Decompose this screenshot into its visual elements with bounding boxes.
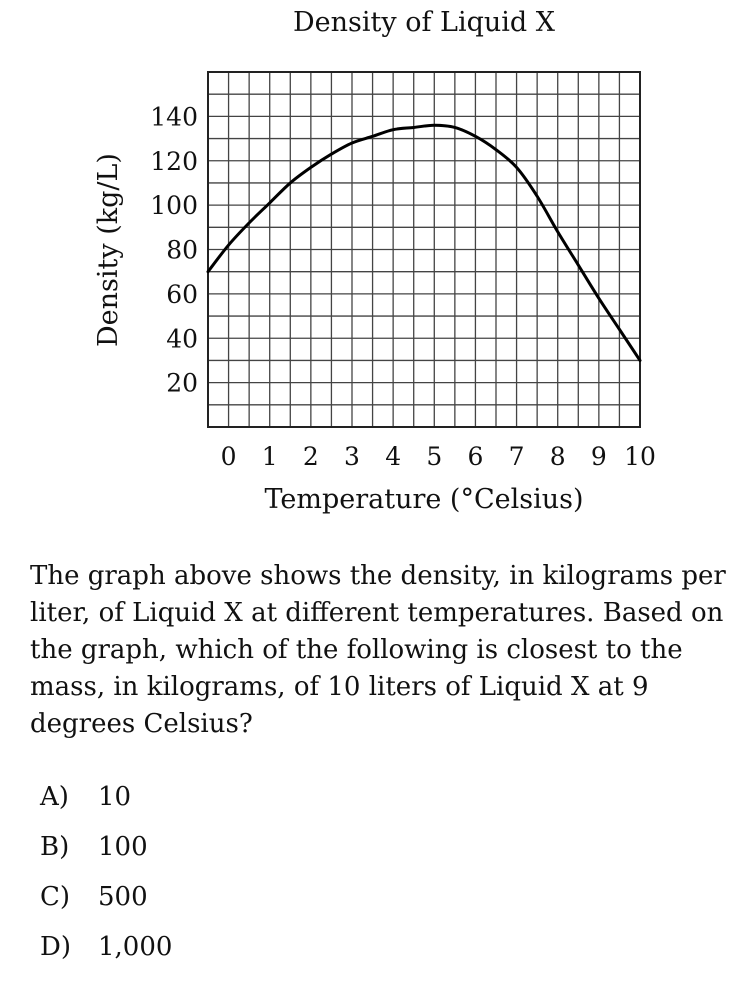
choice-value: 500 bbox=[98, 882, 148, 912]
x-axis-ticks bbox=[221, 442, 656, 471]
y-tick-label: 80 bbox=[166, 235, 198, 265]
answer-choice[interactable] bbox=[40, 822, 172, 872]
y-tick-label: 20 bbox=[166, 368, 198, 398]
x-axis-label: Temperature (°Celsius) bbox=[264, 484, 584, 515]
answer-choices bbox=[40, 772, 172, 972]
x-tick-label: 2 bbox=[302, 442, 319, 471]
x-tick-label: 8 bbox=[549, 442, 566, 471]
choice-value: 100 bbox=[98, 832, 148, 862]
y-tick-label: 60 bbox=[166, 279, 198, 309]
choice-letter: B) bbox=[40, 832, 70, 862]
question-text: The graph above shows the density, in kilograms per liter, of Liquid X at different temperatures. Based on the graph, which of the following is closest to the mass, in kilograms, of 10 liters of Liquid X at 9 degrees Celsius? bbox=[30, 561, 726, 739]
answer-choice[interactable] bbox=[40, 772, 172, 822]
y-tick-label: 100 bbox=[150, 191, 198, 221]
y-axis-label: Density (kg/L) bbox=[93, 153, 124, 347]
x-tick-label: 1 bbox=[261, 442, 278, 471]
x-tick-label: 0 bbox=[220, 442, 237, 471]
chart-title: Density of Liquid X bbox=[293, 7, 555, 38]
y-axis-ticks bbox=[150, 102, 198, 397]
choice-letter: D) bbox=[40, 932, 71, 962]
answer-choice[interactable] bbox=[40, 872, 172, 922]
y-tick-label: 140 bbox=[150, 102, 198, 132]
y-tick-label: 40 bbox=[166, 324, 198, 354]
x-tick-label: 6 bbox=[467, 442, 484, 471]
choice-value: 1,000 bbox=[98, 932, 173, 962]
choice-letter: A) bbox=[40, 782, 69, 812]
x-tick-label: 4 bbox=[385, 442, 402, 471]
x-tick-label: 7 bbox=[508, 442, 525, 471]
answer-choice[interactable] bbox=[40, 922, 172, 972]
x-tick-label: 10 bbox=[624, 442, 656, 471]
x-tick-label: 3 bbox=[344, 442, 360, 471]
y-tick-label: 120 bbox=[150, 146, 198, 176]
x-tick-label: 9 bbox=[590, 442, 607, 471]
choice-letter: C) bbox=[40, 882, 71, 912]
choice-value: 10 bbox=[98, 782, 132, 812]
x-tick-label: 5 bbox=[426, 442, 443, 471]
